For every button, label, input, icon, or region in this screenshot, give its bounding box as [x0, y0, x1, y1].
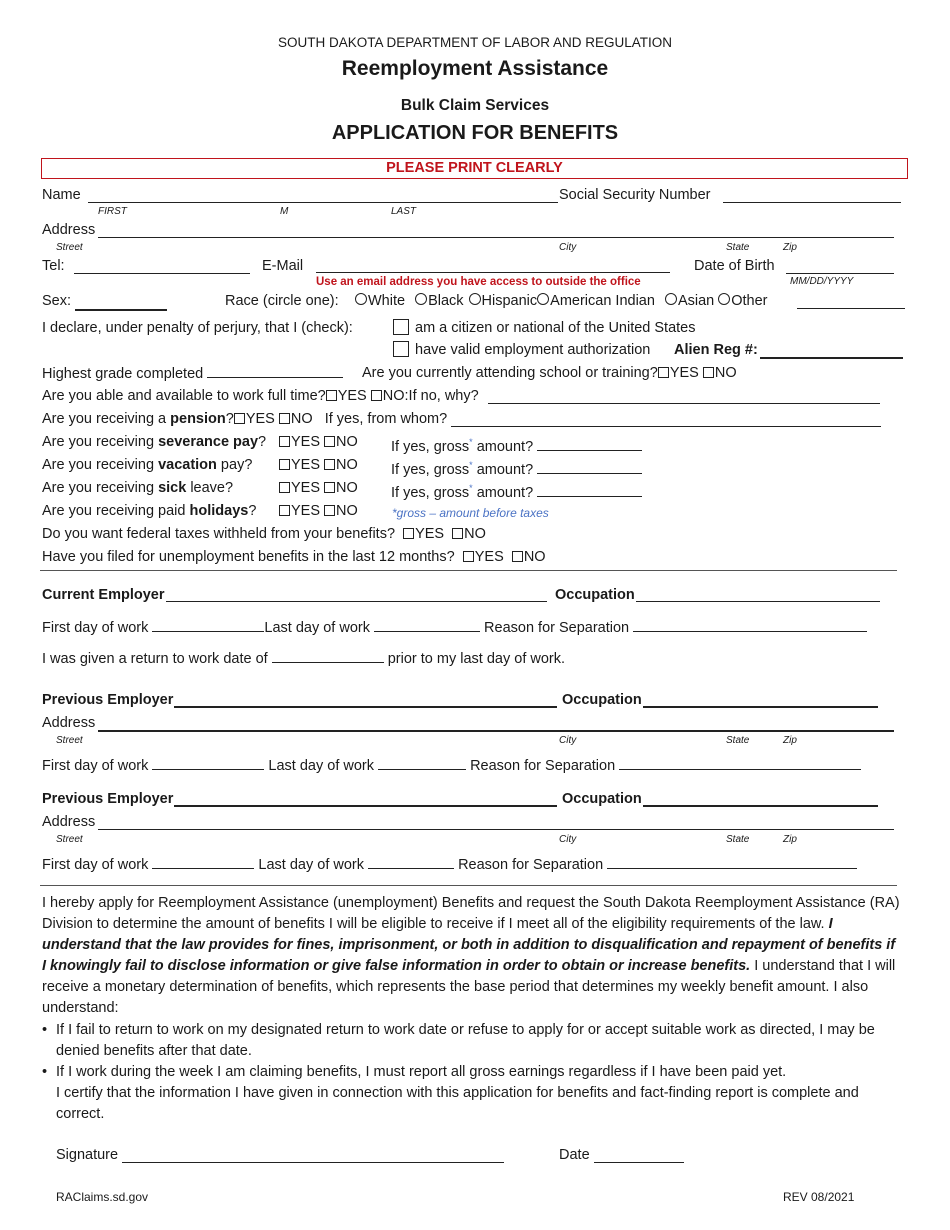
city-sublabel: City	[559, 242, 577, 253]
tax-row: Do you want federal taxes withheld from your benefits? YES NO	[42, 526, 486, 542]
severance-question: Are you receiving severance pay?	[42, 434, 267, 450]
checkbox-icon[interactable]	[234, 413, 245, 424]
previous-reason-field-1[interactable]	[619, 756, 861, 770]
address-label: Address	[42, 222, 96, 238]
radio-icon	[469, 293, 481, 305]
statement-bullets	[42, 1020, 900, 1083]
previous-employer-field-2[interactable]	[174, 805, 557, 807]
state-sublabel: State	[726, 735, 750, 746]
previous-first-day-field-2[interactable]	[152, 855, 254, 869]
previous-last-day-field-2[interactable]	[368, 855, 454, 869]
middle-sublabel: M	[280, 206, 289, 217]
checkbox-icon[interactable]	[279, 505, 290, 516]
previous-dates-row-2: First day of work Last day of work Reason for Separation	[42, 855, 857, 874]
bullet-report-earnings: • If I work during the week I am claiming benefits, I must report all gross earnings regardless if I have been paid yet.	[42, 1062, 900, 1083]
checkbox-icon[interactable]	[279, 413, 290, 424]
race-other-field[interactable]	[797, 308, 905, 309]
address-field[interactable]	[98, 237, 894, 238]
checkbox-icon[interactable]	[371, 390, 382, 401]
previous-occupation-field-2[interactable]	[643, 805, 878, 807]
name-label: Name	[42, 187, 81, 203]
statement-paragraph: I hereby apply for Reemployment Assistance (unemployment) Benefits and request the South Dakota Reemployment Assistance (RA) Division to determine the amount of benefits I will be eligible to receive if I meet all of the eligibility requirements of the law. I understand that the law provides for fines, imprisonment, or both in addition to disqualification and repayment of benefits if I knowingly fail to disclose information or give false information in order to obtain or increase benefits. I understand that I will receive a monetary determination of benefits, which represents the base period that determines my weekly benefit amount. I also understand:	[42, 895, 900, 1016]
checkbox-icon	[393, 319, 409, 335]
signature-label: Signature	[56, 1147, 119, 1163]
vacation-amount-field[interactable]	[537, 460, 642, 474]
print-clearly-banner	[41, 158, 908, 179]
checkbox-icon[interactable]	[703, 367, 714, 378]
previous-employer-field-1[interactable]	[174, 706, 557, 708]
city-sublabel: City	[559, 735, 577, 746]
checkbox-icon[interactable]	[279, 482, 290, 493]
website-footer: RAClaims.sd.gov	[56, 1190, 149, 1204]
street-sublabel: Street	[56, 242, 83, 253]
zip-sublabel: Zip	[783, 242, 797, 253]
checkbox-icon[interactable]	[463, 551, 474, 562]
alien-reg-field[interactable]	[760, 357, 903, 359]
dob-format: MM/DD/YYYY	[790, 276, 854, 287]
certify-statement: I certify that the information I have given in connection with this application for benefits and fact-finding report is complete and correct.	[56, 1085, 859, 1122]
radio-icon	[355, 293, 367, 305]
bullet-return-to-work: • If I fail to return to work on my designated return to work date or refuse to apply for or accept suitable work as directed, I may be denied benefits after that date.	[42, 1020, 900, 1062]
checkbox-icon[interactable]	[512, 551, 523, 562]
grade-row: Highest grade completed	[42, 364, 343, 383]
date-field[interactable]	[594, 1162, 684, 1163]
current-employer-field[interactable]	[166, 601, 547, 602]
state-sublabel: State	[726, 242, 750, 253]
previous-reason-field-2[interactable]	[607, 855, 857, 869]
previous-occupation-label-1: Occupation	[562, 692, 642, 708]
program-title: Reemployment Assistance	[341, 57, 609, 80]
section-divider	[40, 570, 897, 571]
agency-name: SOUTH DAKOTA DEPARTMENT OF LABOR AND REGULATION	[277, 35, 673, 50]
dob-label: Date of Birth	[694, 258, 775, 274]
race-black[interactable]: Black	[415, 293, 463, 309]
severance-checkboxes: YES NO	[279, 433, 358, 451]
vacation-gross: If yes, gross* amount?	[391, 456, 642, 479]
sick-question: Are you receiving sick leave?	[42, 480, 234, 496]
current-first-day-field[interactable]	[152, 618, 264, 632]
dob-field[interactable]	[786, 273, 894, 274]
checkbox-icon[interactable]	[324, 436, 335, 447]
sick-gross: If yes, gross* amount?	[391, 479, 642, 502]
street-sublabel: Street	[56, 735, 83, 746]
previous-employer-label-1: Previous Employer	[42, 692, 174, 708]
grade-field[interactable]	[207, 364, 343, 378]
vacation-checkboxes: YES NO	[279, 456, 358, 474]
current-reason-field[interactable]	[633, 618, 867, 632]
checkbox-icon[interactable]	[324, 505, 335, 516]
date-label: Date	[559, 1147, 590, 1163]
current-employer-label: Current Employer	[42, 587, 165, 603]
sick-checkboxes: YES NO	[279, 479, 358, 497]
race-asian[interactable]: Asian	[665, 293, 714, 309]
checkbox-icon[interactable]	[452, 528, 463, 539]
alien-reg-label: Alien Reg #:	[674, 342, 758, 358]
previous-first-day-field-1[interactable]	[152, 756, 264, 770]
previous-address-field-2[interactable]	[98, 829, 894, 830]
sex-field[interactable]	[75, 309, 167, 311]
checkbox-icon	[393, 341, 409, 357]
fulltime-reason-field[interactable]	[488, 403, 880, 404]
citizen-option[interactable]: am a citizen or national of the United States	[393, 319, 696, 337]
city-sublabel: City	[559, 834, 577, 845]
fulltime-row: Are you able and available to work full time? YES NO:If no, why?	[42, 388, 479, 404]
tel-field[interactable]	[74, 273, 250, 274]
checkbox-icon[interactable]	[326, 390, 337, 401]
email-note: Use an email address you have access to outside the office	[316, 276, 641, 288]
filed-row: Have you filed for unemployment benefits in the last 12 months? YES NO	[42, 549, 546, 565]
ssn-label: Social Security Number	[559, 187, 711, 203]
tel-label: Tel:	[42, 258, 65, 274]
previous-employer-label-2: Previous Employer	[42, 791, 174, 807]
checkbox-icon[interactable]	[324, 482, 335, 493]
current-occupation-field[interactable]	[636, 601, 880, 602]
zip-sublabel: Zip	[783, 834, 797, 845]
pension-row: Are you receiving a pension? YES NO If yes, from whom?	[42, 411, 448, 427]
zip-sublabel: Zip	[783, 735, 797, 746]
section-divider	[40, 885, 897, 886]
service-title: Bulk Claim Services	[400, 97, 550, 114]
radio-icon	[537, 293, 549, 305]
race-hispanic[interactable]: Hispanic	[469, 293, 538, 309]
checkbox-icon[interactable]	[279, 459, 290, 470]
radio-icon	[415, 293, 427, 305]
banner-text: PLEASE PRINT CLEARLY	[386, 160, 563, 176]
first-sublabel: FIRST	[98, 206, 127, 217]
checkbox-icon[interactable]	[658, 367, 669, 378]
gross-note: *gross – amount before taxes	[392, 506, 549, 520]
street-sublabel: Street	[56, 834, 83, 845]
radio-icon	[718, 293, 730, 305]
authorization-option[interactable]: have valid employment authorization	[393, 341, 650, 359]
email-label: E-Mail	[262, 258, 304, 274]
previous-address-label-2: Address	[42, 814, 96, 830]
email-field[interactable]	[316, 272, 670, 273]
previous-occupation-field-1[interactable]	[643, 706, 878, 708]
race-other[interactable]: Other	[718, 293, 767, 309]
state-sublabel: State	[726, 834, 750, 845]
checkbox-icon[interactable]	[324, 459, 335, 470]
return-date-field[interactable]	[272, 649, 384, 663]
school-row: Are you currently attending school or training? YES NO	[362, 365, 737, 381]
signature-field[interactable]	[122, 1162, 504, 1163]
ssn-field[interactable]	[723, 202, 901, 203]
previous-last-day-field-1[interactable]	[378, 756, 466, 770]
pension-from-field[interactable]	[451, 426, 881, 427]
holidays-checkboxes: YES NO	[279, 502, 358, 520]
race-white[interactable]: White	[355, 293, 405, 309]
severance-gross: If yes, gross* amount?	[391, 433, 642, 456]
current-occupation-label: Occupation	[555, 587, 635, 603]
current-dates-row: First day of work Last day of work Reason for Separation	[42, 618, 867, 637]
vacation-question: Are you receiving vacation pay?	[42, 457, 253, 473]
checkbox-icon[interactable]	[279, 436, 290, 447]
previous-occupation-label-2: Occupation	[562, 791, 642, 807]
current-last-day-field[interactable]	[374, 618, 480, 632]
holidays-question: Are you receiving paid holidays?	[42, 503, 257, 519]
form-title: APPLICATION FOR BENEFITS	[331, 122, 619, 144]
declaration-label: I declare, under penalty of perjury, that I (check):	[42, 320, 353, 336]
previous-address-label-1: Address	[42, 715, 96, 731]
race-options	[355, 292, 767, 310]
race-american-indian[interactable]: American Indian	[537, 293, 655, 309]
race-label: Race (circle one):	[225, 293, 339, 309]
sex-label: Sex:	[42, 293, 72, 309]
return-to-work-row: I was given a return to work date of prior to my last day of work.	[42, 651, 566, 667]
revision-footer: REV 08/2021	[783, 1190, 855, 1204]
radio-icon	[665, 293, 677, 305]
previous-address-field-1[interactable]	[98, 730, 894, 732]
sick-amount-field[interactable]	[537, 483, 642, 497]
checkbox-icon[interactable]	[403, 528, 414, 539]
previous-dates-row-1: First day of work Last day of work Reason for Separation	[42, 756, 861, 775]
severance-amount-field[interactable]	[537, 437, 642, 451]
last-sublabel: LAST	[391, 206, 417, 217]
name-field[interactable]	[88, 202, 558, 203]
